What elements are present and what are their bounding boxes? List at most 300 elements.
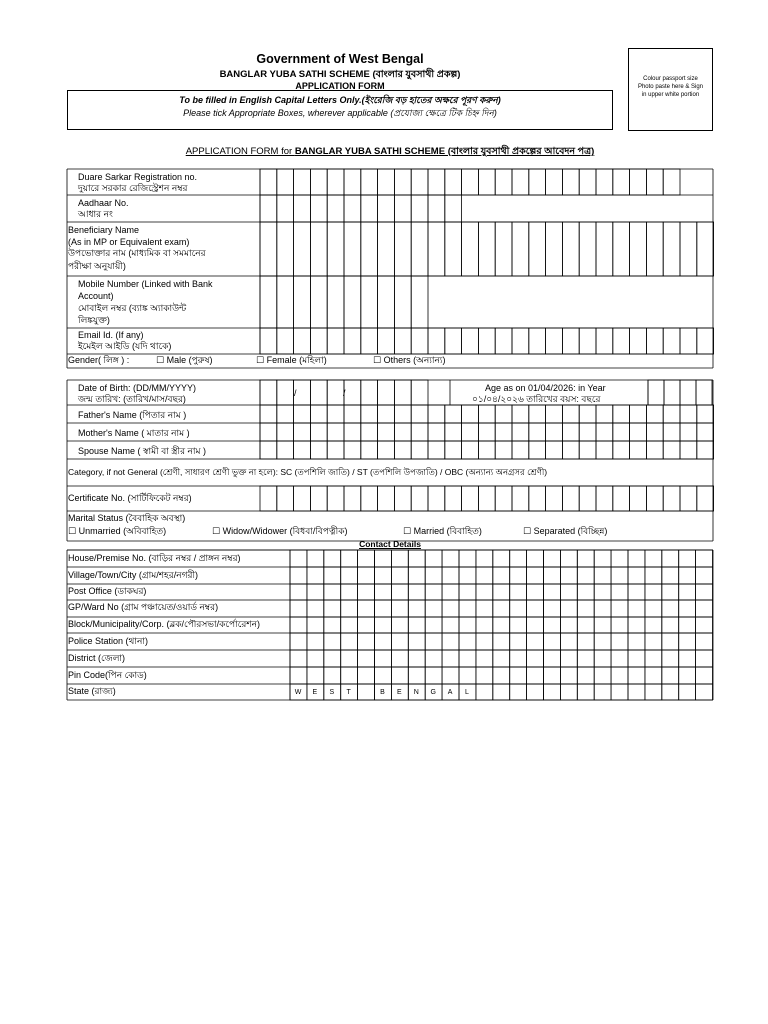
input-cell bbox=[294, 276, 311, 328]
input-cell bbox=[594, 617, 611, 633]
input-cell bbox=[476, 617, 493, 633]
input-cell bbox=[341, 550, 358, 567]
input-cell bbox=[442, 550, 459, 567]
input-cell bbox=[394, 423, 411, 441]
beneficiary-label-en2: (As in MP or Equivalent exam) bbox=[68, 237, 190, 247]
input-cell bbox=[613, 328, 630, 354]
input-cell bbox=[428, 486, 445, 511]
input-cell bbox=[442, 567, 459, 584]
input-cell bbox=[628, 600, 645, 617]
input-cell bbox=[546, 328, 563, 354]
input-cell bbox=[596, 423, 613, 441]
aadhaar-label-bn: আধার নং bbox=[78, 209, 113, 219]
input-cell bbox=[560, 617, 577, 633]
input-cell bbox=[310, 486, 327, 511]
input-cell bbox=[428, 195, 445, 222]
input-cell bbox=[277, 486, 294, 511]
input-cell bbox=[512, 169, 529, 195]
input-cell bbox=[290, 567, 307, 584]
input-cell bbox=[310, 328, 327, 354]
input-cell bbox=[378, 380, 395, 405]
input-cell bbox=[596, 441, 613, 459]
input-cell bbox=[462, 423, 479, 441]
input-cell bbox=[442, 600, 459, 617]
input-cell bbox=[493, 633, 510, 650]
input-cell bbox=[324, 550, 341, 567]
input-cell bbox=[260, 276, 277, 328]
input-cell bbox=[277, 380, 294, 405]
marital-married-option[interactable]: ☐ Married (বিবাহিত) bbox=[403, 526, 482, 536]
input-cell bbox=[277, 276, 294, 328]
input-cell bbox=[611, 600, 628, 617]
input-cell bbox=[646, 328, 663, 354]
input-cell bbox=[361, 276, 378, 328]
input-cell bbox=[341, 650, 358, 667]
input-cell bbox=[611, 650, 628, 667]
age-label-bn: ০১/০৪/২০২৬ তারিখের বয়স: বছরে bbox=[472, 394, 601, 404]
input-cell bbox=[544, 600, 561, 617]
input-cell bbox=[260, 222, 277, 276]
input-cell bbox=[411, 328, 428, 354]
input-cell bbox=[394, 169, 411, 195]
input-cell bbox=[462, 441, 479, 459]
input-cell bbox=[512, 405, 529, 423]
input-cell bbox=[679, 684, 696, 700]
input-cell bbox=[611, 567, 628, 584]
input-cell bbox=[478, 405, 495, 423]
input-cell bbox=[679, 567, 696, 584]
form-heading-prefix: APPLICATION FORM for bbox=[185, 146, 295, 157]
input-cell bbox=[527, 650, 544, 667]
input-cell bbox=[310, 441, 327, 459]
contact-details-heading: Contact Details bbox=[359, 539, 421, 549]
input-cell bbox=[391, 633, 408, 650]
input-cell bbox=[527, 550, 544, 567]
input-cell bbox=[663, 486, 680, 511]
state-letter: S bbox=[329, 689, 335, 696]
input-cell bbox=[378, 276, 395, 328]
input-cell bbox=[613, 423, 630, 441]
police-station-label: Police Station (থানা) bbox=[68, 636, 148, 646]
input-cell bbox=[613, 405, 630, 423]
input-cell bbox=[560, 584, 577, 600]
input-cell bbox=[512, 328, 529, 354]
input-cell bbox=[476, 650, 493, 667]
input-cell bbox=[375, 584, 392, 600]
input-cell bbox=[378, 169, 395, 195]
input-cell bbox=[544, 550, 561, 567]
input-cell bbox=[579, 328, 596, 354]
input-cell bbox=[495, 328, 512, 354]
duare-label-en: Duare Sarkar Registration no. bbox=[78, 172, 198, 182]
input-cell bbox=[310, 276, 327, 328]
block-label: Block/Municipality/Corp. (ব্লক/পৌরসভা/কর্পোরেশন) bbox=[68, 619, 260, 629]
input-cell bbox=[442, 650, 459, 667]
input-cell bbox=[411, 169, 428, 195]
input-cell bbox=[310, 405, 327, 423]
input-cell bbox=[478, 169, 495, 195]
input-cell bbox=[361, 423, 378, 441]
input-cell bbox=[324, 667, 341, 684]
input-cell bbox=[344, 405, 361, 423]
input-cell bbox=[411, 195, 428, 222]
input-cell bbox=[493, 667, 510, 684]
photo-box-line2: Photo paste here & Sign bbox=[637, 84, 704, 90]
input-cell bbox=[394, 486, 411, 511]
input-cell bbox=[529, 441, 546, 459]
input-cell bbox=[391, 650, 408, 667]
input-cell bbox=[408, 550, 425, 567]
input-cell bbox=[375, 633, 392, 650]
input-cell bbox=[510, 550, 527, 567]
input-cell bbox=[680, 405, 697, 423]
input-cell bbox=[493, 584, 510, 600]
input-cell bbox=[562, 423, 579, 441]
input-cell bbox=[529, 486, 546, 511]
input-cell bbox=[562, 441, 579, 459]
email-label-bn: ইমেইল আইডি (যদি থাকে) bbox=[78, 341, 172, 351]
input-cell bbox=[495, 405, 512, 423]
input-cell bbox=[579, 423, 596, 441]
input-cell bbox=[680, 441, 697, 459]
input-cell bbox=[527, 617, 544, 633]
input-cell bbox=[324, 617, 341, 633]
input-cell bbox=[510, 600, 527, 617]
input-cell bbox=[560, 600, 577, 617]
input-cell bbox=[294, 423, 311, 441]
input-cell bbox=[290, 584, 307, 600]
input-cell bbox=[527, 633, 544, 650]
input-cell bbox=[613, 486, 630, 511]
input-cell bbox=[630, 486, 647, 511]
input-cell bbox=[277, 441, 294, 459]
input-cell bbox=[628, 633, 645, 650]
gender-others-option[interactable]: ☐ Others (অন্যান্য) bbox=[373, 355, 446, 365]
input-cell bbox=[260, 169, 277, 195]
input-cell bbox=[361, 405, 378, 423]
input-cell bbox=[510, 567, 527, 584]
input-cell bbox=[476, 567, 493, 584]
photo-box[interactable] bbox=[628, 48, 713, 131]
input-cell bbox=[646, 486, 663, 511]
input-cell bbox=[510, 667, 527, 684]
input-cell bbox=[411, 405, 428, 423]
input-cell bbox=[645, 650, 662, 667]
input-cell bbox=[428, 441, 445, 459]
input-cell bbox=[546, 169, 563, 195]
input-cell bbox=[646, 441, 663, 459]
input-cell bbox=[662, 584, 679, 600]
form-heading-bold: BANGLAR YUBA SATHI SCHEME (বাংলার যুবসাথী প্রকল্পের আবেদন পত্র) bbox=[294, 146, 595, 157]
input-cell bbox=[697, 441, 714, 459]
input-cell bbox=[679, 633, 696, 650]
input-cell bbox=[341, 667, 358, 684]
input-cell bbox=[697, 328, 714, 354]
input-cell bbox=[394, 405, 411, 423]
marital-widow-option[interactable]: ☐ Widow/Widower (বিধবা/বিপত্নীক) bbox=[212, 526, 348, 536]
input-cell bbox=[307, 667, 324, 684]
input-cell bbox=[462, 328, 479, 354]
input-cell bbox=[679, 617, 696, 633]
input-cell bbox=[628, 667, 645, 684]
input-cell bbox=[697, 423, 714, 441]
input-cell bbox=[577, 584, 594, 600]
input-cell bbox=[696, 600, 713, 617]
input-cell bbox=[478, 328, 495, 354]
input-cell bbox=[645, 684, 662, 700]
input-cell bbox=[361, 169, 378, 195]
input-cell bbox=[594, 684, 611, 700]
state-letter: L bbox=[465, 689, 469, 696]
input-cell bbox=[613, 222, 630, 276]
marital-unmarried-option[interactable]: ☐ Unmarried (অবিবাহিত) bbox=[68, 526, 167, 536]
input-cell bbox=[277, 169, 294, 195]
input-cell bbox=[527, 667, 544, 684]
input-cell bbox=[546, 441, 563, 459]
input-cell bbox=[512, 423, 529, 441]
input-cell bbox=[679, 650, 696, 667]
input-cell bbox=[628, 650, 645, 667]
state-letter: W bbox=[294, 689, 302, 696]
input-cell bbox=[697, 222, 714, 276]
input-cell bbox=[680, 222, 697, 276]
input-cell bbox=[290, 667, 307, 684]
marital-separated-option[interactable]: ☐ Separated (বিচ্ছিন্ন) bbox=[523, 526, 608, 536]
gp-ward-label: GP/Ward No (গ্রাম পঞ্চায়েত/ওয়ার্ড নম্বর) bbox=[68, 602, 219, 612]
government-title: Government of West Bengal bbox=[256, 52, 424, 66]
input-cell bbox=[361, 441, 378, 459]
state-letter: A bbox=[447, 689, 453, 696]
input-cell bbox=[408, 667, 425, 684]
input-cell bbox=[327, 441, 344, 459]
input-cell bbox=[358, 650, 375, 667]
input-cell bbox=[324, 584, 341, 600]
input-cell bbox=[611, 667, 628, 684]
input-cell bbox=[361, 486, 378, 511]
input-cell bbox=[428, 423, 445, 441]
input-cell bbox=[425, 584, 442, 600]
input-cell bbox=[411, 222, 428, 276]
input-cell bbox=[277, 328, 294, 354]
input-cell bbox=[445, 195, 462, 222]
input-cell bbox=[327, 328, 344, 354]
input-cell bbox=[696, 684, 713, 700]
input-cell bbox=[425, 650, 442, 667]
input-cell bbox=[630, 441, 647, 459]
input-cell bbox=[478, 423, 495, 441]
input-cell bbox=[394, 195, 411, 222]
input-cell bbox=[445, 169, 462, 195]
input-cell bbox=[544, 584, 561, 600]
input-cell bbox=[645, 567, 662, 584]
input-cell bbox=[462, 222, 479, 276]
input-cell bbox=[493, 617, 510, 633]
input-cell bbox=[391, 584, 408, 600]
input-cell bbox=[358, 684, 375, 700]
input-cell bbox=[425, 667, 442, 684]
input-cell bbox=[560, 650, 577, 667]
input-cell bbox=[613, 169, 630, 195]
input-cell bbox=[646, 169, 663, 195]
input-cell bbox=[428, 405, 445, 423]
input-cell bbox=[361, 195, 378, 222]
input-cell bbox=[680, 423, 697, 441]
input-cell bbox=[324, 633, 341, 650]
input-cell bbox=[375, 600, 392, 617]
input-cell bbox=[341, 567, 358, 584]
input-cell bbox=[560, 667, 577, 684]
input-cell bbox=[663, 169, 680, 195]
input-cell bbox=[579, 441, 596, 459]
beneficiary-label-bn1: উপভোক্তার নাম (মাধ্যমিক বা সমমানের bbox=[68, 248, 206, 258]
input-cell bbox=[529, 328, 546, 354]
input-cell bbox=[628, 684, 645, 700]
input-cell bbox=[459, 667, 476, 684]
input-cell bbox=[648, 380, 664, 405]
instruction-tick: Please tick Appropriate Boxes, wherever applicable (প্রযোজ্য ক্ষেত্রে টিক চিহ্ন দিন) bbox=[183, 108, 497, 118]
input-cell bbox=[527, 600, 544, 617]
photo-box-line3: in upper white portion bbox=[641, 92, 700, 98]
input-cell bbox=[493, 600, 510, 617]
input-cell bbox=[358, 600, 375, 617]
input-cell bbox=[378, 405, 395, 423]
input-cell bbox=[445, 486, 462, 511]
input-cell bbox=[391, 617, 408, 633]
input-cell bbox=[546, 423, 563, 441]
dob-separator-2: / bbox=[343, 388, 346, 398]
input-cell bbox=[411, 276, 428, 328]
input-cell bbox=[361, 380, 378, 405]
input-cell bbox=[408, 567, 425, 584]
input-cell bbox=[662, 567, 679, 584]
input-cell bbox=[476, 550, 493, 567]
input-cell bbox=[344, 380, 361, 405]
input-cell bbox=[442, 667, 459, 684]
input-cell bbox=[611, 617, 628, 633]
input-cell bbox=[344, 486, 361, 511]
input-cell bbox=[696, 584, 713, 600]
certificate-label: Certificate No. (সার্টিফিকেট নম্বর) bbox=[68, 493, 192, 503]
house-label: House/Premise No. (বাড়ির নম্বর / প্রাঙ্গন নম্বর) bbox=[68, 553, 241, 563]
input-cell bbox=[546, 405, 563, 423]
input-cell bbox=[425, 550, 442, 567]
scheme-title: BANGLAR YUBA SATHI SCHEME (বাংলার যুবসাথী প্রকল্প) bbox=[219, 69, 461, 80]
input-cell bbox=[546, 486, 563, 511]
input-cell bbox=[391, 550, 408, 567]
input-cell bbox=[445, 441, 462, 459]
input-cell bbox=[529, 222, 546, 276]
input-cell bbox=[696, 550, 713, 567]
input-cell bbox=[579, 486, 596, 511]
input-cell bbox=[493, 684, 510, 700]
input-cell bbox=[445, 328, 462, 354]
input-cell bbox=[411, 423, 428, 441]
input-cell bbox=[290, 617, 307, 633]
input-cell bbox=[697, 486, 714, 511]
input-cell bbox=[594, 600, 611, 617]
input-cell bbox=[577, 684, 594, 700]
input-cell bbox=[679, 667, 696, 684]
input-cell bbox=[344, 169, 361, 195]
application-form-label: APPLICATION FORM bbox=[295, 81, 385, 91]
input-cell bbox=[327, 169, 344, 195]
gender-female-option[interactable]: ☐ Female (মহিলা) bbox=[256, 355, 327, 365]
input-cell bbox=[327, 222, 344, 276]
input-cell bbox=[512, 441, 529, 459]
gender-male-option[interactable]: ☐ Male (পুরুষ) bbox=[156, 355, 213, 365]
input-cell bbox=[662, 600, 679, 617]
input-cell bbox=[562, 328, 579, 354]
input-cell bbox=[344, 222, 361, 276]
input-cell bbox=[260, 195, 277, 222]
input-cell bbox=[628, 584, 645, 600]
photo-box-line1: Colour passport size bbox=[643, 76, 698, 82]
input-cell bbox=[277, 195, 294, 222]
state-letter: T bbox=[346, 689, 351, 696]
input-cell bbox=[294, 405, 311, 423]
input-cell bbox=[577, 667, 594, 684]
input-cell bbox=[324, 567, 341, 584]
input-cell bbox=[596, 405, 613, 423]
input-cell bbox=[527, 684, 544, 700]
input-cell bbox=[544, 667, 561, 684]
input-cell bbox=[630, 169, 647, 195]
input-cell bbox=[594, 567, 611, 584]
input-cell bbox=[428, 328, 445, 354]
input-cell bbox=[358, 617, 375, 633]
input-cell bbox=[341, 617, 358, 633]
duare-label-bn: দুয়ারে সরকার রেজিস্ট্রেশন নম্বর bbox=[78, 183, 188, 193]
dob-label-bn: জন্ম তারিখ: (তারিখ/মাস/বছর) bbox=[78, 394, 186, 404]
beneficiary-label-en1: Beneficiary Name bbox=[68, 225, 140, 235]
input-cell bbox=[544, 684, 561, 700]
input-cell bbox=[596, 222, 613, 276]
input-cell bbox=[459, 550, 476, 567]
input-cell bbox=[307, 584, 324, 600]
input-cell bbox=[560, 567, 577, 584]
input-cell bbox=[611, 684, 628, 700]
input-cell bbox=[645, 667, 662, 684]
input-cell bbox=[544, 617, 561, 633]
input-cell bbox=[662, 617, 679, 633]
input-cell bbox=[527, 567, 544, 584]
input-cell bbox=[544, 650, 561, 667]
input-cell bbox=[375, 550, 392, 567]
input-cell bbox=[294, 195, 311, 222]
input-cell bbox=[358, 550, 375, 567]
input-cell bbox=[294, 169, 311, 195]
spouse-label: Spouse Name ( স্বামী বা স্ত্রীর নাম ) bbox=[78, 446, 207, 456]
input-cell bbox=[462, 486, 479, 511]
input-cell bbox=[594, 550, 611, 567]
input-cell bbox=[459, 567, 476, 584]
input-cell bbox=[476, 667, 493, 684]
input-cell bbox=[260, 328, 277, 354]
state-letter: E bbox=[397, 689, 402, 696]
mother-label: Mother's Name ( মাতার নাম ) bbox=[78, 428, 190, 438]
input-cell bbox=[577, 650, 594, 667]
input-cell bbox=[579, 222, 596, 276]
input-cell bbox=[310, 195, 327, 222]
input-cell bbox=[529, 405, 546, 423]
input-cell bbox=[611, 584, 628, 600]
input-cell bbox=[310, 169, 327, 195]
input-cell bbox=[577, 617, 594, 633]
input-cell bbox=[378, 486, 395, 511]
mobile-label-bn2: লিঙ্কযুক্ত) bbox=[78, 315, 110, 325]
input-cell bbox=[645, 550, 662, 567]
input-cell bbox=[394, 276, 411, 328]
